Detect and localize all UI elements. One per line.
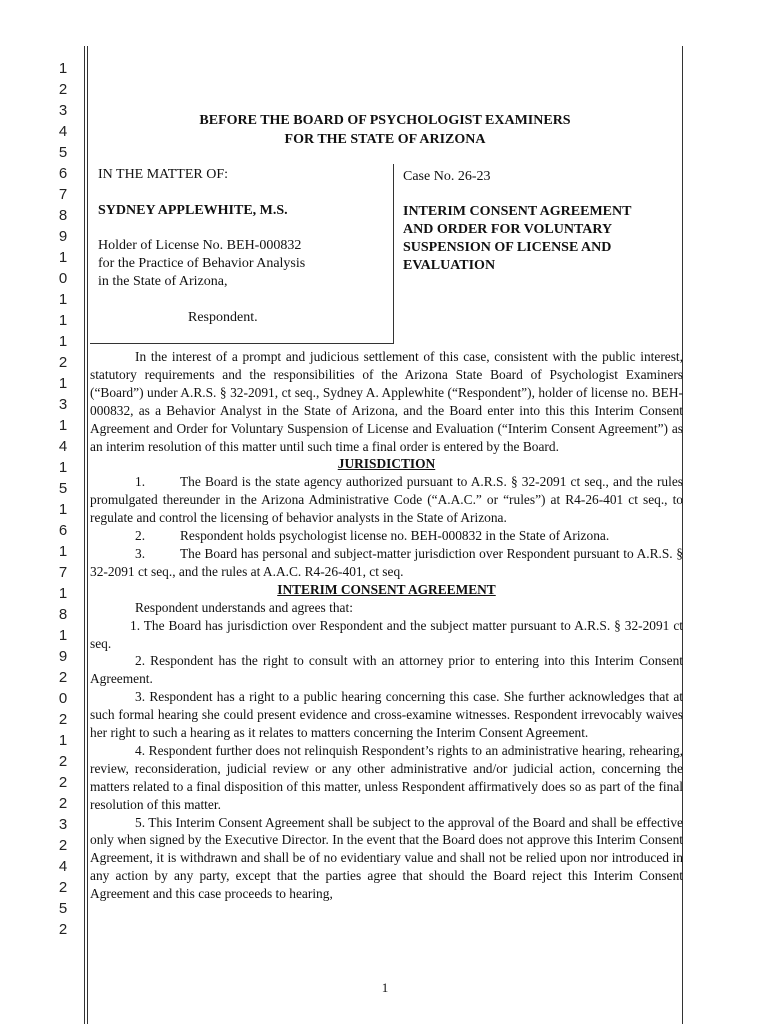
line-number: 8 xyxy=(58,606,68,623)
document-title-line3: SUSPENSION OF LICENSE AND xyxy=(403,240,612,255)
agreement-item-1: 1. The Board has jurisdiction over Respondent and the subject matter pursuant to A.R.S. § 32-2091 ct seq. xyxy=(90,617,683,651)
caption-divider-horizontal xyxy=(90,343,393,344)
line-number: 8 xyxy=(58,207,68,224)
line-number: 2 xyxy=(58,774,68,791)
line-number: 2 xyxy=(58,795,68,812)
line-number: 1 xyxy=(58,459,68,476)
jurisdiction-item-2 xyxy=(90,527,683,545)
line-number: 1 xyxy=(58,501,68,518)
jurisdiction-heading: JURISDICTION xyxy=(337,456,436,472)
item-number: 3. xyxy=(135,545,146,561)
line-number: 2 xyxy=(58,669,68,686)
line-number: 4 xyxy=(58,438,68,455)
line-number: 1 xyxy=(58,627,68,644)
line-number: 4 xyxy=(58,858,68,875)
line-number: 0 xyxy=(58,690,68,707)
item-text: The Board is the state agency authorized pursuant to A.R.S. § 32-2091 ct seq., and the rules promulgated thereunder in the Arizona Administrative Code (“A.A.C.” or “rules”) at R4-26-401 ct seq., to regulate and control the licensing of behavior analysts in the State of Arizona. xyxy=(90,474,683,526)
item-number: 2. xyxy=(135,528,146,544)
holder-line1: Holder of License No. BEH-000832 xyxy=(98,238,302,253)
agreement-intro: Respondent understands and agrees that: xyxy=(135,599,353,615)
line-number: 2 xyxy=(58,837,68,854)
line-number: 1 xyxy=(58,732,68,749)
line-number: 2 xyxy=(58,753,68,770)
line-number: 3 xyxy=(58,102,68,119)
document-title-line4: EVALUATION xyxy=(403,258,496,273)
line-number: 5 xyxy=(58,144,68,161)
in-the-matter-of: IN THE MATTER OF: xyxy=(98,167,229,182)
agreement-item-4: 4. Respondent further does not relinquish Respondent’s rights to an administrative hearing, rehearing, review, reconsideration, judicial review or any other administrative and/or judicial action, concerning the matters related to a final disposition of this matter, unless Respondent affirmatively does so as part of the final resolution of this matter. xyxy=(90,742,683,812)
line-number: 1 xyxy=(58,417,68,434)
holder-line3: in the State of Arizona, xyxy=(98,274,228,289)
line-number: 1 xyxy=(58,60,68,77)
line-number: 2 xyxy=(58,921,68,938)
jurisdiction-item-3 xyxy=(90,545,683,581)
court-title-line2: FOR THE STATE OF ARIZONA xyxy=(284,132,486,147)
respondent-name: SYDNEY APPLEWHITE, M.S. xyxy=(98,203,288,218)
line-number: 1 xyxy=(58,375,68,392)
left-margin-rule-outer xyxy=(84,46,85,1024)
line-number: 2 xyxy=(58,354,68,371)
line-number: 1 xyxy=(58,249,68,266)
line-number: 1 xyxy=(58,333,68,350)
left-margin-rule-inner xyxy=(87,46,88,1024)
line-number: 3 xyxy=(58,396,68,413)
line-number: 9 xyxy=(58,228,68,245)
respondent-label: Respondent. xyxy=(188,310,258,325)
caption-divider-vertical xyxy=(393,164,394,344)
jurisdiction-item-1 xyxy=(90,473,683,527)
intro-paragraph: In the interest of a prompt and judicious settlement of this case, consistent with the public interest, statutory requirements and the responsibilities of the Arizona State Board of Psychologist Examiners (“Board”) under A.R.S. § 32-2091, ct seq., Sydney A. Applewhite (“Respondent”), holder of license no. BEH-000832, as a Behavior Analyst in the State of Arizona, and the Board enter into this this Interim Consent Agreement and Order for Voluntary Suspension of License and Evaluation (“Interim Consent Agreement”) as an interim resolution of this matter until such time a final order is entered by the Board. xyxy=(90,349,683,454)
line-number: 7 xyxy=(58,564,68,581)
line-number: 2 xyxy=(58,879,68,896)
item-text: The Board has personal and subject-matter jurisdiction over Respondent pursuant to A.R.S. § 32-2091 ct seq., and the rules at A.A.C. R4-26-401, ct seq. xyxy=(90,545,683,579)
agreement-item-3: 3. Respondent has a right to a public hearing concerning this case. She further acknowledges that at such formal hearing she could present evidence and cross-examine witnesses. Respondent irrevocably waives her right to such a hearing as it relates to matters concerning the Interim Consent Agreement. xyxy=(90,689,683,741)
agreement-item-2: 2. Respondent has the right to consult with an attorney prior to entering into this Interim Consent Agreement. xyxy=(90,653,683,687)
line-number: 1 xyxy=(58,291,68,308)
line-number: 1 xyxy=(58,585,68,602)
item-number: 1. xyxy=(135,474,146,490)
line-number: 2 xyxy=(58,711,68,728)
line-number: 6 xyxy=(58,522,68,539)
holder-line2: for the Practice of Behavior Analysis xyxy=(98,256,306,271)
case-number: Case No. 26-23 xyxy=(403,169,491,184)
line-number: 9 xyxy=(58,648,68,665)
line-number: 5 xyxy=(58,480,68,497)
document-title-line1: INTERIM CONSENT AGREEMENT xyxy=(403,204,632,219)
line-number: 2 xyxy=(58,81,68,98)
document-body xyxy=(90,348,683,903)
item-text: Respondent holds psychologist license no. BEH-000832 in the State of Arizona. xyxy=(180,528,610,544)
line-number: 7 xyxy=(58,186,68,203)
page-number: 1 xyxy=(381,980,389,995)
document-title-line2: AND ORDER FOR VOLUNTARY xyxy=(403,222,613,237)
agreement-item-5: 5. This Interim Consent Agreement shall be subject to the approval of the Board and shall be effective only when signed by the Executive Director. In the event that the Board does not approve this Interim Consent Agreement, it is withdrawn and shall be of no evidentiary value and shall not be relied upon nor introduced in any action by any party, except that the parties agree that should the Board reject this Interim Consent Agreement and this case proceeds to hearing, xyxy=(90,814,683,902)
line-number: 0 xyxy=(58,270,68,287)
line-number: 1 xyxy=(58,312,68,329)
line-number: 1 xyxy=(58,543,68,560)
line-number: 4 xyxy=(58,123,68,140)
line-number: 3 xyxy=(58,816,68,833)
line-number: 5 xyxy=(58,900,68,917)
court-title-line1: BEFORE THE BOARD OF PSYCHOLOGIST EXAMINERS xyxy=(199,113,571,128)
interim-consent-heading: INTERIM CONSENT AGREEMENT xyxy=(277,581,496,597)
line-number: 6 xyxy=(58,165,68,182)
